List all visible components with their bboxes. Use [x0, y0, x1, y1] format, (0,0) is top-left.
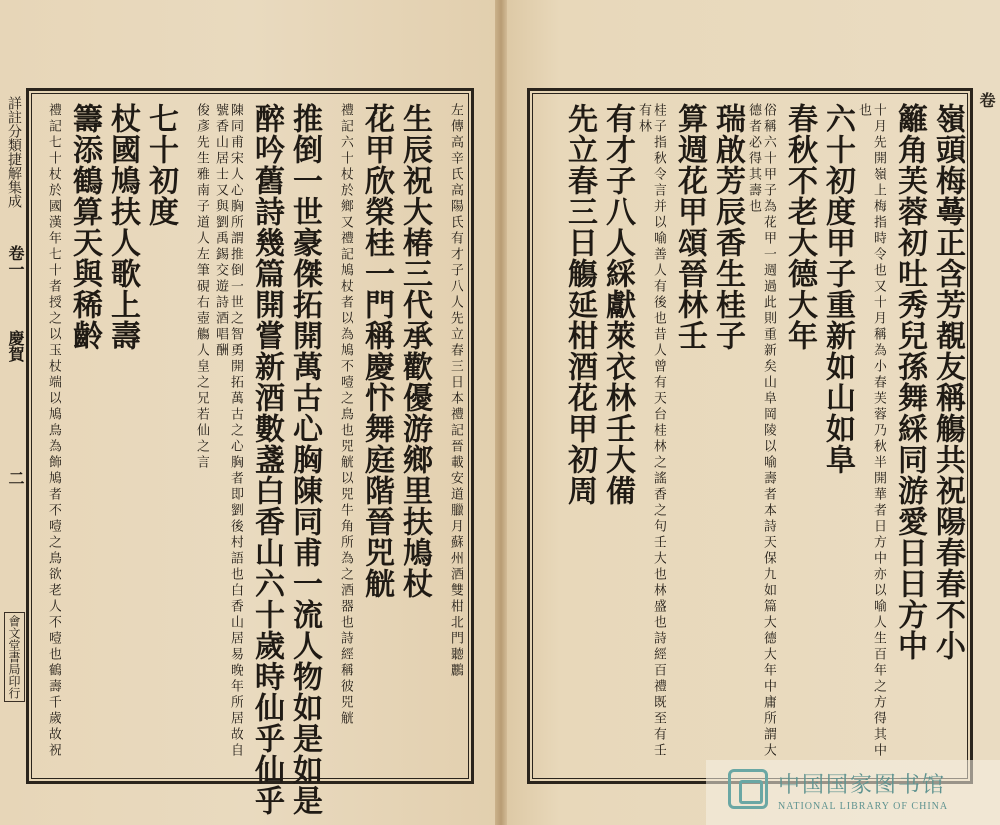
verse-column: 六十初度甲子重新如山如阜 — [820, 103, 855, 475]
annotation-column: 禮記六十杖於鄉又禮記鳩杖者以為鳩不噎之鳥也兕觥以兕牛角所為之酒器也詩經稱彼兕觥 — [338, 103, 353, 727]
verse-column: 算週花甲頌晉林壬 — [672, 103, 707, 351]
margin-volume: 卷一 — [6, 245, 25, 277]
right-text-frame — [527, 88, 973, 784]
verse-column: 推倒一世豪傑拓開萬古心胸陳同甫一流人物如是如是 — [287, 103, 322, 816]
annotation-column: 十月先開嶺上梅指時令也又十月稱為小春芙蓉乃秋半開華者日方中亦以喻人生百年之方得其中也 — [856, 103, 886, 759]
verse-column: 有才子八人綵獻萊衣林壬大備 — [600, 103, 635, 506]
annotation-column: 陳同甫宋人心胸所謂推倒一世之智勇開拓萬古之心胸者即劉後村語也白香山居易晚年所居故自號香山居士又與劉禹錫交遊詩酒唱酬 — [213, 103, 243, 759]
annotation-column: 俊彥先生雅南子道人左筆硯右壺觴人皇之兄若仙之言 — [194, 103, 209, 471]
margin-section: 慶賀 — [6, 330, 25, 362]
left-text-frame — [26, 88, 474, 816]
verse-column: 杖國鳩扶人歌上壽 — [105, 103, 140, 351]
book-spine — [495, 0, 507, 825]
annotation-column: 俗稱六十甲子為花甲一週過此則重新矣山阜岡陵以喻壽者本詩天保九如篇大德大年中庸所謂大德者必得其壽也 — [746, 103, 776, 759]
annotation-column: 禮記七十杖於國漢年七十者授之以玉杖端以鳩鳥為飾鳩者不噎之鳥欲老人不噎也鶴壽千歲故祝 — [46, 103, 61, 759]
annotation-column: 桂子指秋令言并以喻善人有後也昔人曾有天台桂林之謠香之句壬大也林盛也詩經百禮既至有壬有林 — [636, 103, 666, 759]
right-edge-glyph: 卷 — [977, 92, 996, 108]
verse-column: 籌添鶴算天與稀齡 — [67, 103, 102, 351]
verse-column: 先立春三日觴延柑酒花甲初周 — [562, 103, 597, 506]
verse-column: 嶺頭梅蕚正含芳覩友稱觴共祝陽春春不小 — [930, 103, 965, 661]
margin-book-title: 詳註分類捷解集成 — [6, 96, 22, 208]
watermark-chinese: 中国国家图书馆 — [778, 773, 947, 798]
verse-column: 春秋不老大德大年 — [782, 103, 817, 351]
watermark-english: NATIONAL LIBRARY OF CHINA — [778, 801, 949, 812]
annotation-column: 左傳高辛氏高陽氏有才子八人先立春三日本禮記晉載安道臘月蘇州酒雙柑北門聽鸝 — [448, 103, 463, 679]
verse-column: 瑞啟芳辰香生桂子 — [710, 103, 745, 351]
library-logo-icon — [728, 769, 768, 809]
verse-column: 生辰祝大椿三代承歡優游鄉里扶鳩杖 — [397, 103, 432, 599]
verse-column: 籬角芙蓉初吐秀兒孫舞綵同游愛日日方中 — [892, 103, 927, 661]
verse-column: 花甲欣榮桂一門稱慶忭舞庭階晉兕觥 — [359, 103, 394, 599]
margin-publisher: 會文堂書局印行 — [4, 612, 25, 702]
library-watermark — [706, 760, 1000, 825]
margin-page-number: 二 — [6, 470, 25, 486]
verse-column: 醉吟舊詩幾篇開嘗新酒數盞白香山六十歲時仙乎仙乎 — [249, 103, 284, 816]
verse-column: 七十初度 — [143, 103, 178, 227]
